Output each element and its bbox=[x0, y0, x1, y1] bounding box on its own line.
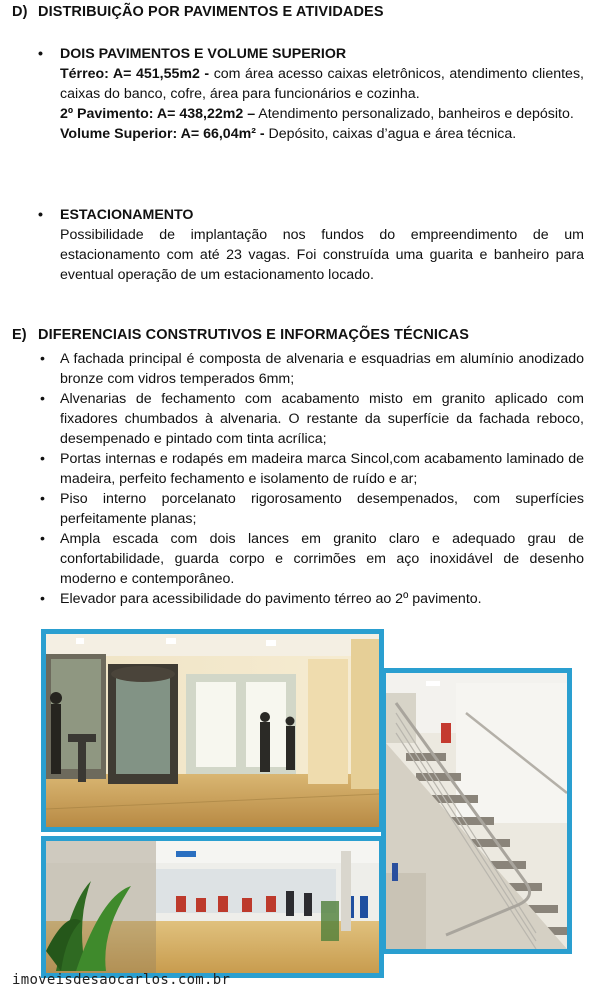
watermark-text: imoveisdesaocarlos.com.br bbox=[12, 972, 231, 988]
list-item: • Alvenarias de fechamento com acabamento misto em granito aplicado com fixadores chumbados à alvenaria. O restante da superfície da fachada reboco, desempenado e pintado com tinta acrílica; bbox=[38, 389, 584, 449]
pavimentos-heading: • DOIS PAVIMENTOS E VOLUME SUPERIOR bbox=[38, 44, 584, 64]
section-e-title bbox=[12, 327, 469, 343]
terreo-text: com área acesso caixas eletrônicos, atendimento clientes, caixas do banco, cofre, área para funcionários e cozinha. bbox=[60, 66, 584, 102]
section-d-letter: D) bbox=[12, 4, 28, 20]
segundo-text: Atendimento personalizado, banheiros e depósito. bbox=[258, 106, 574, 122]
list-item: • A fachada principal é composta de alvenaria e esquadrias em alumínio anodizado bronze com vidros temperados 6mm; bbox=[38, 349, 584, 389]
diferenciais-list bbox=[38, 349, 584, 609]
list-item: • Piso interno porcelanato rigorosamento desempenados, com superfícies perfeitamente planas; bbox=[38, 489, 584, 529]
section-e-heading: DIFERENCIAIS CONSTRUTIVOS E INFORMAÇÕES TÉCNICAS bbox=[38, 327, 469, 343]
pavimentos-block bbox=[38, 44, 584, 144]
service-area-photo bbox=[41, 836, 384, 978]
estacionamento-block bbox=[38, 205, 584, 285]
section-d-title bbox=[12, 4, 384, 20]
list-item: • Portas internas e rodapés em madeira marca Sincol,com acabamento laminado de madeira, perfeito fechamento e isolamento de ruído e ar; bbox=[38, 449, 584, 489]
segundo-label: 2º Pavimento: A= 438,22m2 – bbox=[60, 106, 256, 122]
list-item: • Ampla escada com dois lances em granito claro e adequado grau de confortabilidade, guarda corpo e corrimões em aço inoxidável de desenho moderno e contemporâneo. bbox=[38, 529, 584, 589]
list-item: • Elevador para acessibilidade do pavimento térreo ao 2º pavimento. bbox=[38, 589, 584, 609]
volume-paragraph bbox=[38, 124, 584, 144]
volume-text: Depósito, caixas d’agua e área técnica. bbox=[268, 126, 517, 142]
lobby-photo bbox=[41, 629, 384, 832]
terreo-paragraph bbox=[38, 64, 584, 104]
staircase-photo bbox=[381, 668, 572, 954]
estacionamento-text: Possibilidade de implantação nos fundos do empreendimento de um estacionamento com até 23 vagas. Foi construída uma guarita e banheiro para eventual operação de um estacionamento locado. bbox=[60, 227, 584, 283]
section-d-heading: DISTRIBUIÇÃO POR PAVIMENTOS E ATIVIDADES bbox=[38, 4, 384, 20]
section-e-letter: E) bbox=[12, 327, 27, 343]
terreo-label: Térreo: A= 451,55m2 - bbox=[60, 66, 210, 82]
estacionamento-heading: • ESTACIONAMENTO bbox=[38, 205, 584, 225]
volume-label: Volume Superior: A= 66,04m² - bbox=[60, 126, 265, 142]
segundo-paragraph bbox=[38, 104, 584, 124]
